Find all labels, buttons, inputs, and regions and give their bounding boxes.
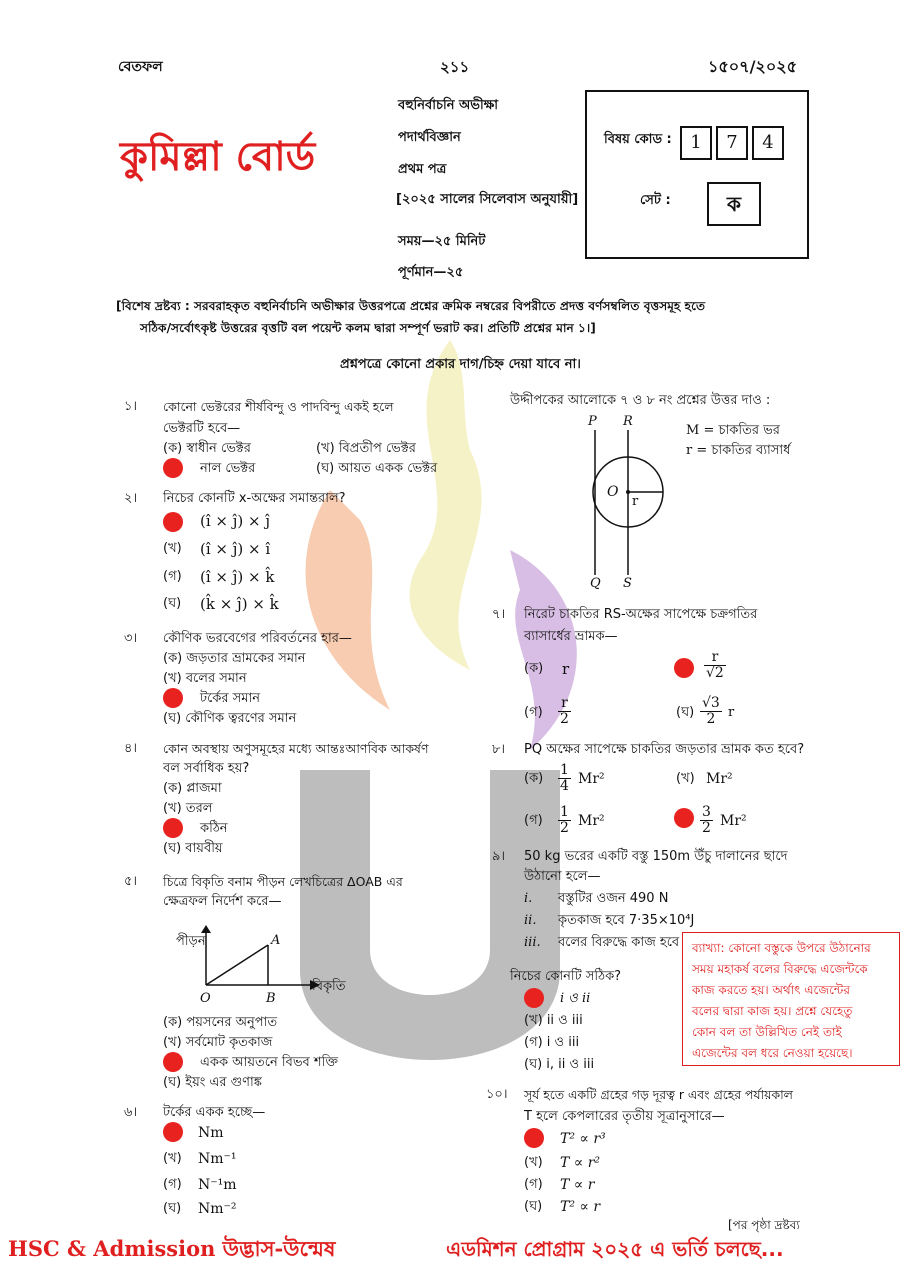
q1-text-1: কোনো ভেক্টরের শীর্ষবিন্দু ও পাদবিন্দু একই হলে (163, 399, 394, 414)
subject-code-digit: 4 (752, 126, 784, 160)
q10-text-1: সূর্য হতে একটি গ্রহের গড় দূরত্ব r এবং গ্রহের পর্যায়কাল (524, 1087, 793, 1102)
q9-question: নিচের কোনটি সঠিক? (510, 969, 622, 984)
diagram-legend-1: M = চাকতির ভর (686, 423, 780, 438)
diagram-label-radius: r (632, 494, 639, 509)
q7-text-1: নিরেট চাকতির RS-অক্ষের সাপেক্ষে চক্রগতির (524, 607, 758, 622)
diagram-label-q: Q (590, 576, 601, 591)
set-value: ক (707, 182, 761, 226)
q7-option-b (704, 650, 726, 681)
q7-number: ৭। (492, 607, 506, 622)
q1-text-2: ভেক্টরটি হবে— (163, 421, 241, 436)
q9-option-a: i ও ii (560, 991, 591, 1006)
q10-label-d: (ঘ) (524, 1199, 543, 1214)
q9-stmt-ii: কৃতকাজ হবে 7·35×10⁴J (558, 913, 695, 928)
q6-option-a: Nm (198, 1125, 224, 1141)
q4-number: ৪। (124, 741, 138, 756)
q7-b-denominator: √2 (706, 665, 724, 681)
q6-option-d: Nm⁻² (198, 1201, 237, 1217)
explanation-line: বলের দ্বারা কাজ হয়। প্রশ্নে যেহেতু (692, 1004, 853, 1018)
q8-d-denominator: 2 (702, 820, 711, 836)
diagram-label-r: R (623, 414, 633, 429)
q5-number: ৫। (124, 874, 138, 889)
q8-d-tail: Mr² (720, 813, 747, 829)
q3-option-a: (ক) জড়তার ভ্রামকের সমান (163, 651, 306, 666)
code-box (585, 90, 809, 259)
q5-option-b: (খ) সর্বমোট কৃতকাজ (163, 1035, 273, 1050)
explanation-line: কোন বল তা উল্লিখিত নেই তাই (692, 1025, 842, 1039)
explanation-line: এজেন্টের বল ধরে নেওয়া হয়েছে। (692, 1046, 853, 1060)
q8-label-b: (খ) (676, 771, 695, 786)
instruction-line-1: [বিশেষ দ্রষ্টব্য : সরবরাহকৃত বহুনির্বাচনি অভীক্ষার উত্তরপত্রে প্রশ্নের ক্রমিক নম্বরের বিপরীতে প্রদত্ত বর্ণসম্বলিত বৃত্তসমূহ হতে (116, 299, 706, 313)
q9-stmt-iii: বলের বিরুদ্ধে কাজ হবে (558, 935, 680, 950)
answer-dot (674, 658, 694, 678)
q5-option-c: একক আয়তনে বিভব শক্তি (200, 1055, 338, 1070)
q2-number: ২। (124, 491, 138, 506)
syllabus-note: [২০২৫ সালের সিলেবাস অনুযায়ী] (396, 192, 579, 207)
subject-name: পদার্থবিজ্ঞান (398, 130, 461, 145)
subject-code-digit: 1 (680, 126, 712, 160)
q8-option-d (700, 805, 713, 836)
q9-option-c: (গ) i ও iii (524, 1035, 580, 1050)
q1-option-a: (ক) স্বাধীন ভেক্টর (163, 441, 251, 456)
q6-label-c: (গ) (163, 1177, 182, 1192)
q7-b-numerator: r (704, 650, 726, 666)
q2-label-c: (গ) (163, 569, 182, 584)
exam-code: ১৫০৭/২০২৫ (708, 57, 798, 76)
q9-stmt-i: বস্তুটির ওজন 490 N (558, 891, 669, 906)
q8-c-denominator: 2 (560, 820, 569, 836)
q10-option-a: T² ∝ r³ (560, 1131, 606, 1147)
notice: প্রশ্নপত্রে কোনো প্রকার দাগ/চিহ্ন দেয়া যাবে না। (340, 357, 581, 372)
q9-text-2: উঠানো হলে— (524, 869, 601, 884)
q8-option-b: Mr² (706, 771, 733, 787)
disc-diagram (560, 420, 680, 600)
q9-option-d: (ঘ) i, ii ও iii (524, 1057, 595, 1072)
q7-text-2: ব্যাসার্ধের ভ্রামক— (524, 629, 618, 644)
q3-number: ৩। (124, 631, 138, 646)
q8-a-denominator: 4 (560, 778, 569, 794)
q4-option-c: কঠিন (200, 821, 228, 836)
q6-option-b: Nm⁻¹ (198, 1151, 237, 1167)
q10-label-c: (গ) (524, 1177, 543, 1192)
answer-dot (674, 808, 694, 828)
q6-label-b: (খ) (163, 1151, 182, 1166)
exam-type: বহুনির্বাচনি অভীক্ষা (398, 98, 499, 113)
q10-option-d: T² ∝ r (560, 1199, 601, 1215)
q8-number: ৮। (492, 742, 506, 757)
diagram-label-o: O (607, 484, 619, 500)
paper-name: প্রথম পত্র (398, 162, 447, 177)
q1-option-b: (খ) বিপ্রতীপ ভেক্টর (316, 441, 416, 456)
answer-dot (524, 988, 544, 1008)
next-page-note: [পর পৃষ্ঠা দ্রষ্টব্য (728, 1218, 800, 1232)
graph-point-b: B (266, 991, 276, 1006)
answer-dot (163, 1122, 183, 1142)
q1-number: ১। (124, 399, 138, 414)
q4-text-1: কোন অবস্থায় অণুসমূহের মধ্যে আন্তঃআণবিক আকর্ষণ (163, 741, 429, 756)
q8-a-tail: Mr² (578, 771, 605, 787)
q2-option-c: (î × ĵ) × k̂ (200, 568, 275, 586)
graph-point-a: A (271, 933, 281, 948)
explanation-box (682, 932, 900, 1066)
q10-text-2: T হলে কেপলারের তৃতীয় সূত্রানুসারে— (524, 1109, 725, 1124)
q4-option-a: (ক) প্লাজমা (163, 781, 222, 796)
q6-label-d: (ঘ) (163, 1201, 182, 1216)
answer-dot (163, 512, 183, 532)
q7-label-a: (ক) (524, 661, 544, 676)
answer-dot (163, 1052, 183, 1072)
q2-option-b: (î × ĵ) × î (200, 540, 271, 558)
q5-option-d: (ঘ) ইয়ং এর গুণাঙ্ক (163, 1075, 262, 1090)
q5-option-a: (ক) পয়সনের অনুপাত (163, 1015, 278, 1030)
board-title: কুমিল্লা বোর্ড (120, 134, 316, 180)
q7-d-numerator: √3 (702, 695, 720, 711)
q9-stmt-i-label: i. (524, 891, 533, 906)
graph-y-label: পীড়ন (176, 934, 206, 949)
q9-option-b: (খ) ii ও iii (524, 1013, 583, 1028)
q1-option-c: নাল ভেক্টর (200, 461, 256, 476)
q2-label-d: (ঘ) (163, 596, 182, 611)
q7-option-a: r (562, 660, 570, 678)
q5-text-2: ক্ষেত্রফল নির্দেশ করে— (163, 894, 282, 909)
q4-option-d: (ঘ) বায়বীয় (163, 841, 223, 856)
header-left-label: বেতফল (118, 59, 163, 75)
q8-option-c (558, 805, 571, 836)
footer-left-banner: HSC & Admission উদ্ভাস-উন্মেষ (8, 1236, 336, 1261)
q2-option-a: (î × ĵ) × ĵ (200, 512, 271, 530)
diagram-label-p: P (588, 414, 597, 429)
q8-a-numerator: 1 (560, 762, 569, 778)
q8-c-numerator: 1 (560, 804, 569, 820)
q7-d-denominator: 2 (706, 711, 716, 727)
diagram-label-s: S (623, 576, 632, 591)
q7-option-d (700, 696, 722, 727)
explanation-line: ব্যাখ্যা: কোনো বস্তুকে উপরে উঠানোর (692, 941, 871, 955)
q3-option-b: (খ) বলের সমান (163, 671, 247, 686)
q10-number: ১০। (486, 1087, 508, 1102)
page-code: ২১১ (440, 58, 470, 76)
q7-label-c: (গ) (524, 705, 543, 720)
footer-right-banner: এডমিশন প্রোগ্রাম ২০২৫ এ ভর্তি চলছে... (446, 1237, 784, 1261)
explanation-line: সময় মহাকর্ষ বলের বিরুদ্ধে এজেন্টকে (692, 962, 868, 976)
answer-dot (163, 818, 183, 838)
q8-c-tail: Mr² (578, 813, 605, 829)
q7-d-tail: r (728, 705, 735, 720)
q7-label-d: (ঘ) (676, 705, 695, 720)
q9-stmt-ii-label: ii. (524, 913, 537, 928)
q4-option-b: (খ) তরল (163, 801, 213, 816)
q8-label-c: (গ) (524, 813, 543, 828)
q9-stmt-iii-label: iii. (524, 935, 541, 950)
q7-c-numerator: r (558, 696, 571, 712)
instruction-line-2: সঠিক/সর্বোৎকৃষ্ট উত্তরের বৃত্তটি বল পয়েন্ট কলম দ্বারা সম্পূর্ণ ভরাট কর। প্রতিটি প্রশ্নের মান ১।] (140, 321, 596, 335)
answer-dot (163, 458, 183, 478)
q6-number: ৬। (124, 1105, 138, 1120)
graph-point-o: O (200, 991, 211, 1006)
q5-text-1: চিত্রে বিকৃতি বনাম পীড়ন লেখচিত্রের ΔOAB এর (163, 874, 403, 889)
q10-label-b: (খ) (524, 1155, 543, 1170)
q3-option-d: (ঘ) কৌণিক ত্বরণের সমান (163, 711, 297, 726)
q8-d-numerator: 3 (702, 804, 711, 820)
q8-text: PQ অক্ষের সাপেক্ষে চাকতির জড়তার ভ্রামক কত হবে? (524, 742, 805, 757)
answer-dot (163, 688, 183, 708)
diagram-legend-2: r = চাকতির ব্যাসার্ধ (686, 443, 791, 458)
q3-text: কৌণিক ভরবেগের পরিবর্তনের হার— (163, 631, 352, 646)
q10-option-b: T ∝ r² (560, 1155, 601, 1171)
q10-option-c: T ∝ r (560, 1177, 595, 1193)
exam-time: সময়—২৫ মিনিট (398, 234, 486, 249)
explanation-line: কাজ করতে হয়। অর্থাৎ এজেন্টের (692, 983, 850, 997)
q6-option-c: N⁻¹m (198, 1177, 237, 1193)
set-label: সেট : (640, 193, 671, 208)
q3-option-c: টর্কের সমান (200, 691, 261, 706)
answer-dot (524, 1128, 544, 1148)
q9-text-1: 50 kg ভরের একটি বস্তু 150m উঁচু দালানের ছাদে (524, 849, 788, 864)
q7-option-c (558, 696, 571, 727)
q4-text-2: বল সর্বাধিক হয়? (163, 761, 250, 776)
full-marks: পূর্ণমান—২৫ (398, 265, 464, 280)
q6-text: টর্কের একক হচ্ছে— (163, 1105, 266, 1120)
q8-label-a: (ক) (524, 771, 544, 786)
q7-c-denominator: 2 (560, 711, 569, 727)
q2-text: নিচের কোনটি x-অক্ষের সমান্তরাল? (163, 491, 346, 506)
q2-label-b: (খ) (163, 541, 182, 556)
q2-option-d: (k̂ × ĵ) × k̂ (200, 595, 279, 613)
q1-option-d: (ঘ) আয়ত একক ভেক্টর (316, 461, 438, 476)
q9-number: ৯। (492, 849, 506, 864)
subject-code-digit: 7 (716, 126, 748, 160)
q8-option-a (558, 763, 571, 794)
subject-code-label: বিষয় কোড : (604, 132, 672, 147)
stimulus-stem: উদ্দীপকের আলোকে ৭ ও ৮ নং প্রশ্নের উত্তর দাও : (510, 393, 771, 408)
graph-x-label: বিকৃতি (312, 979, 346, 994)
